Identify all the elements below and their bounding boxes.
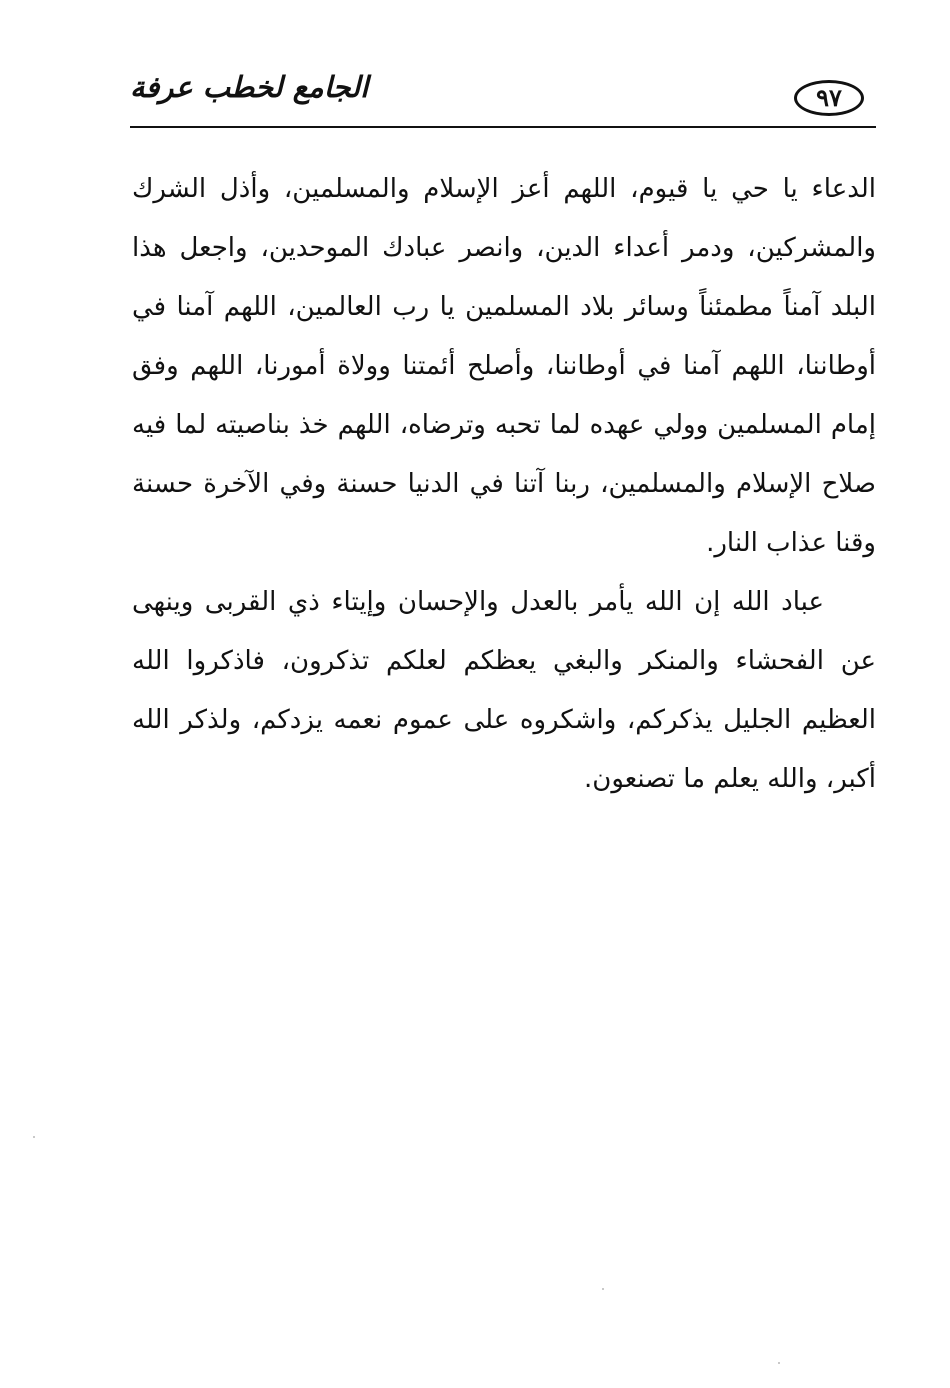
page-number: ٩٧ bbox=[816, 83, 842, 112]
scan-speck bbox=[602, 1288, 604, 1290]
running-title: الجامع لخطب عرفة bbox=[130, 70, 369, 104]
scan-speck bbox=[778, 1362, 780, 1364]
header-rule bbox=[130, 126, 876, 128]
page-header bbox=[130, 62, 876, 128]
paragraph-closing: عباد الله إن الله يأمر بالعدل والإحسان وإيتاء ذي القربى وينهى عن الفحشاء والمنكر والبغي يعظكم لعلكم تذكرون، فاذكروا الله العظيم الجليل يذكركم، واشكروه على عموم نعمه يزدكم، ولذكر الله أكبر، والله يعلم ما تصنعون. bbox=[132, 587, 876, 794]
scan-speck bbox=[33, 1136, 35, 1138]
paragraph-supplication: الدعاء يا حي يا قيوم، اللهم أعز الإسلام والمسلمين، وأذل الشرك والمشركين، ودمر أعداء الدين، وانصر عبادك الموحدين، واجعل هذا البلد آمناً مطمئناً وسائر بلاد المسلمين يا رب العالمين، اللهم آمنا في أوطاننا، اللهم آمنا في أوطاننا، وأصلح أئمتنا وولاة أمورنا، اللهم وفق إمام المسلمين وولي عهده لما تحبه وترضاه، اللهم خذ بناصيته لما فيه صلاح الإسلام والمسلمين، ربنا آتنا في الدنيا حسنة وفي الآخرة حسنة وقنا عذاب النار. bbox=[132, 174, 876, 558]
body-text bbox=[132, 160, 876, 809]
